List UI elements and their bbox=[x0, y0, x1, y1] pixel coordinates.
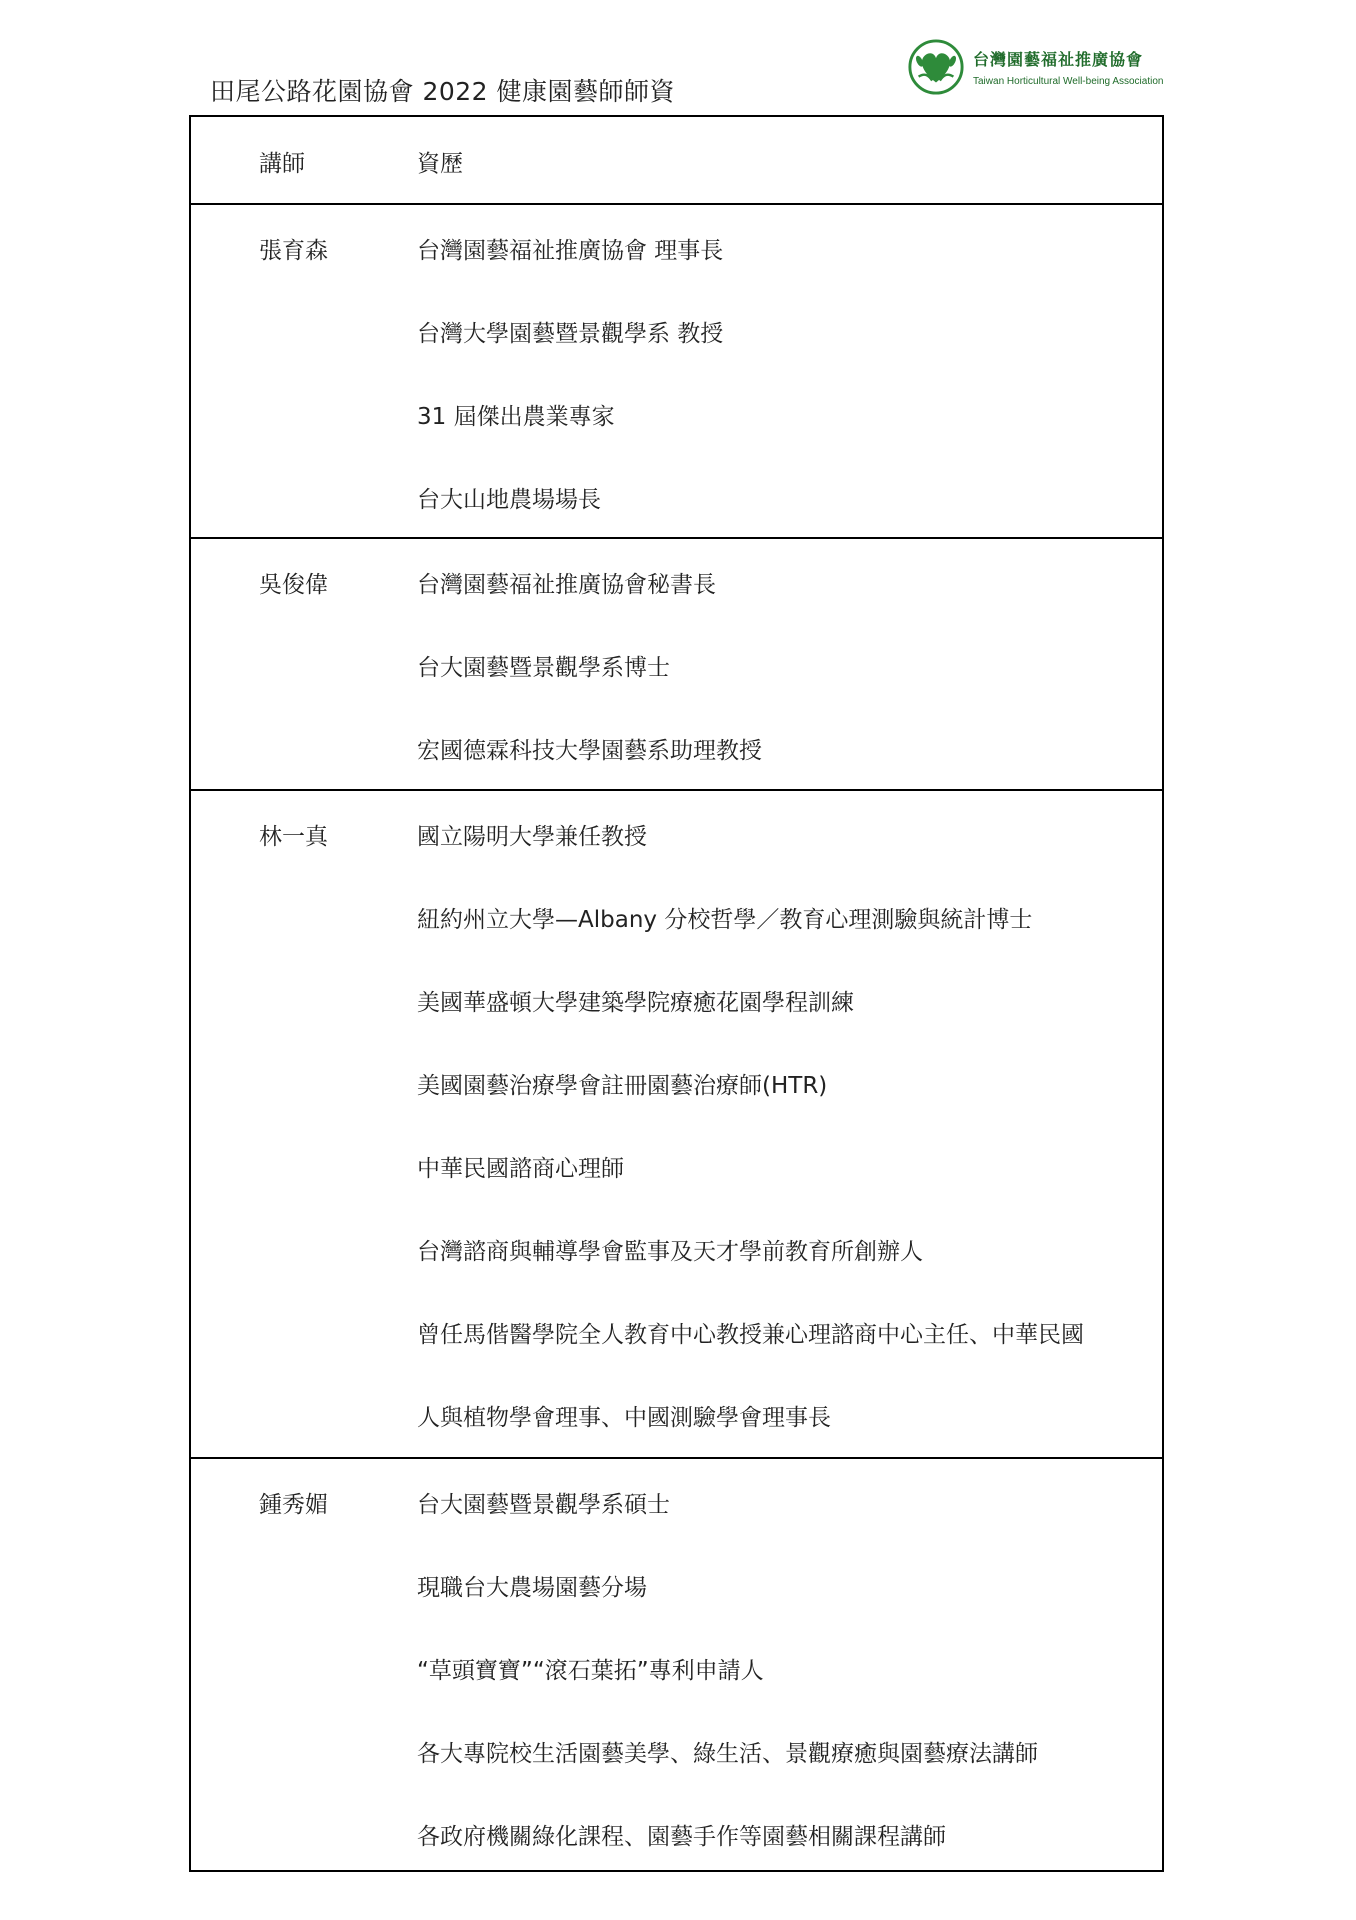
logo-chinese-name: 台灣園藝福祉推廣協會 bbox=[973, 50, 1144, 69]
instructor-name: 鍾秀媚 bbox=[259, 1492, 328, 1518]
table-header-row bbox=[191, 117, 1162, 203]
table-row bbox=[191, 537, 1162, 791]
credential-line: 台大山地農場場長 bbox=[417, 487, 601, 513]
logo-english-name: Taiwan Horticultural Well-being Association bbox=[973, 76, 1164, 87]
instructor-table bbox=[189, 115, 1164, 1872]
column-header-instructor: 講師 bbox=[259, 151, 305, 177]
credential-line: 宏國德霖科技大學園藝系助理教授 bbox=[417, 738, 762, 764]
credential-line: 美國華盛頓大學建築學院療癒花園學程訓練 bbox=[417, 990, 854, 1016]
instructor-name: 張育森 bbox=[259, 238, 328, 264]
table-row bbox=[191, 203, 1162, 539]
credential-line: 曾任馬偕醫學院全人教育中心教授兼心理諮商中心主任、中華民國 bbox=[417, 1322, 1084, 1348]
credential-line: 台灣諮商與輔導學會監事及天才學前教育所創辦人 bbox=[417, 1239, 923, 1265]
page-title: 田尾公路花園協會 2022 健康園藝師師資 bbox=[210, 77, 676, 106]
credential-line: 台灣大學園藝暨景觀學系 教授 bbox=[417, 321, 724, 347]
credential-line: 台灣園藝福祉推廣協會 理事長 bbox=[417, 238, 724, 264]
heart-leaf-logo-icon bbox=[907, 38, 965, 96]
table-row bbox=[191, 1457, 1162, 1871]
credential-line: 台灣園藝福祉推廣協會秘書長 bbox=[417, 572, 716, 598]
credential-line: “草頭寶寶”“滾石葉拓”專利申請人 bbox=[417, 1658, 764, 1684]
credential-line: 國立陽明大學兼任教授 bbox=[417, 824, 647, 850]
table-row bbox=[191, 789, 1162, 1459]
credential-line: 各大專院校生活園藝美學、綠生活、景觀療癒與園藝療法講師 bbox=[417, 1741, 1038, 1767]
credential-line: 人與植物學會理事、中國測驗學會理事長 bbox=[417, 1405, 831, 1431]
credential-line: 台大園藝暨景觀學系博士 bbox=[417, 655, 670, 681]
credential-line: 台大園藝暨景觀學系碩士 bbox=[417, 1492, 670, 1518]
association-logo bbox=[907, 38, 1163, 96]
credential-line: 美國園藝治療學會註冊園藝治療師(HTR) bbox=[417, 1073, 828, 1099]
instructor-name: 林一真 bbox=[259, 824, 328, 850]
credential-line: 31 屆傑出農業專家 bbox=[417, 404, 615, 430]
credential-line: 紐約州立大學—Albany 分校哲學／教育心理測驗與統計博士 bbox=[417, 907, 1033, 933]
credential-line: 中華民國諮商心理師 bbox=[417, 1156, 624, 1182]
credential-line: 現職台大農場園藝分場 bbox=[417, 1575, 647, 1601]
column-header-background: 資歷 bbox=[417, 151, 463, 177]
credential-line: 各政府機關綠化課程、園藝手作等園藝相關課程講師 bbox=[417, 1824, 946, 1850]
instructor-name: 吳俊偉 bbox=[259, 572, 328, 598]
